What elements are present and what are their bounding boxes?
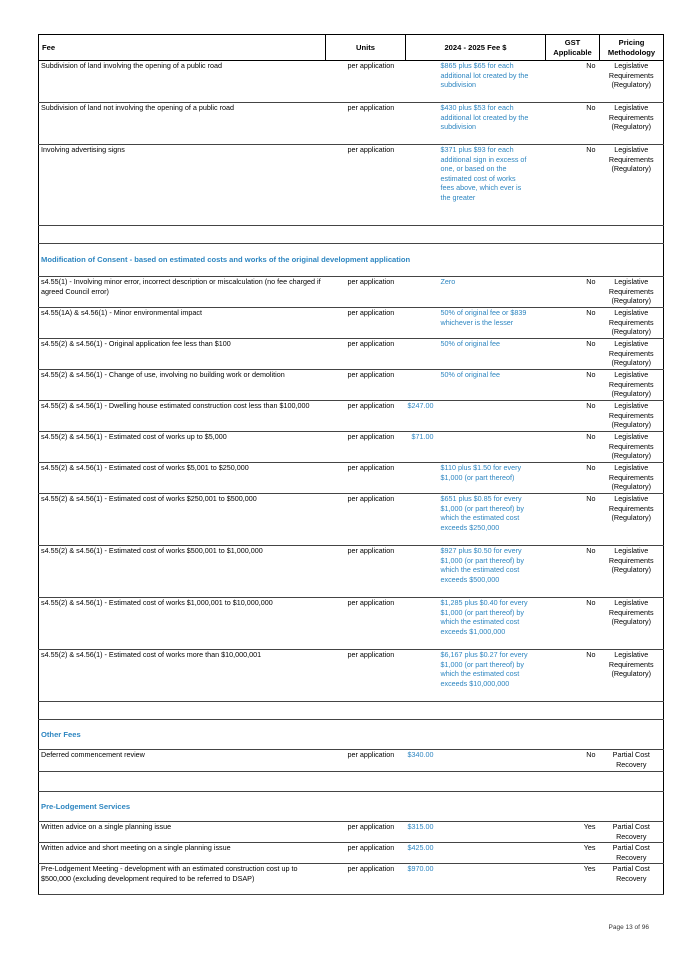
section-title-modification: Modification of Consent - based on estimated costs and works of the original development application xyxy=(39,244,664,277)
table-row xyxy=(39,339,664,370)
gst-cell: No xyxy=(546,463,600,494)
gst-cell: No xyxy=(546,61,600,103)
header-amount: 2024 - 2025 Fee $ xyxy=(406,35,546,61)
table-row xyxy=(39,650,664,702)
table-row xyxy=(39,750,664,772)
units-cell: per application xyxy=(326,103,406,145)
amount-cell: $71.00 xyxy=(406,432,546,463)
fee-cell: s4.55(2) & s4.56(1) - Estimated cost of works up to $5,000 xyxy=(39,432,326,463)
table-row xyxy=(39,401,664,432)
table-row xyxy=(39,61,664,103)
methodology-cell: Legislative Requirements (Regulatory) xyxy=(600,370,664,401)
fee-cell: s4.55(2) & s4.56(1) - Estimated cost of works $1,000,001 to $10,000,000 xyxy=(39,598,326,650)
units-cell: per application xyxy=(326,750,406,772)
page-number: Page 13 of 96 xyxy=(608,924,649,931)
fee-cell: Subdivision of land involving the opening of a public road xyxy=(39,61,326,103)
amount-cell: $340.00 xyxy=(406,750,546,772)
fee-cell: Subdivision of land not involving the opening of a public road xyxy=(39,103,326,145)
gst-cell: No xyxy=(546,432,600,463)
methodology-cell: Partial Cost Recovery xyxy=(600,843,664,864)
gst-cell: No xyxy=(546,598,600,650)
fee-cell: s4.55(2) & s4.56(1) - Estimated cost of works more than $10,000,001 xyxy=(39,650,326,702)
units-cell: per application xyxy=(326,339,406,370)
amount-cell: 50% of original fee xyxy=(406,370,546,401)
methodology-cell: Legislative Requirements (Regulatory) xyxy=(600,598,664,650)
amount-cell: $6,167 plus $0.27 for every $1,000 (or part thereof) by which the estimated cost exceeds $10,000,000 xyxy=(406,650,546,702)
gst-cell: No xyxy=(546,750,600,772)
gst-cell: No xyxy=(546,103,600,145)
units-cell: per application xyxy=(326,843,406,864)
amount-cell: 50% of original fee xyxy=(406,339,546,370)
amount-cell: $371 plus $93 for each additional sign in excess of one, or based on the estimated cost of works fees above, which ever is the greater xyxy=(406,145,546,226)
amount-cell: $110 plus $1.50 for every $1,000 (or part thereof) xyxy=(406,463,546,494)
gst-cell: Yes xyxy=(546,843,600,864)
table-row xyxy=(39,864,664,895)
table-row xyxy=(39,494,664,546)
gst-cell: Yes xyxy=(546,864,600,895)
table-row xyxy=(39,463,664,494)
header-fee: Fee xyxy=(39,35,326,61)
units-cell: per application xyxy=(326,494,406,546)
fee-cell: Written advice and short meeting on a single planning issue xyxy=(39,843,326,864)
methodology-cell: Legislative Requirements (Regulatory) xyxy=(600,546,664,598)
gst-cell: No xyxy=(546,308,600,339)
gst-cell: No xyxy=(546,339,600,370)
table-row xyxy=(39,145,664,226)
fee-cell: s4.55(2) & s4.56(1) - Dwelling house estimated construction cost less than $100,000 xyxy=(39,401,326,432)
methodology-cell: Partial Cost Recovery xyxy=(600,864,664,895)
table-row xyxy=(39,546,664,598)
section-row xyxy=(39,244,664,277)
header-gst: GST Applicable xyxy=(546,35,600,61)
units-cell: per application xyxy=(326,864,406,895)
table-row xyxy=(39,308,664,339)
units-cell: per application xyxy=(326,822,406,843)
table-row xyxy=(39,370,664,401)
units-cell: per application xyxy=(326,598,406,650)
fee-cell: Written advice on a single planning issue xyxy=(39,822,326,843)
gst-cell: Yes xyxy=(546,822,600,843)
amount-cell: $247.00 xyxy=(406,401,546,432)
fee-cell: s4.55(2) & s4.56(1) - Estimated cost of works $250,001 to $500,000 xyxy=(39,494,326,546)
methodology-cell: Legislative Requirements (Regulatory) xyxy=(600,650,664,702)
section-title-prelodgement: Pre-Lodgement Services xyxy=(39,792,664,822)
fee-cell: Deferred commencement review xyxy=(39,750,326,772)
amount-cell: $927 plus $0.50 for every $1,000 (or part thereof) by which the estimated cost exceeds $500,000 xyxy=(406,546,546,598)
table-row xyxy=(39,822,664,843)
units-cell: per application xyxy=(326,401,406,432)
fee-cell: s4.55(1A) & s4.56(1) - Minor environmental impact xyxy=(39,308,326,339)
section-row xyxy=(39,720,664,750)
methodology-cell: Legislative Requirements (Regulatory) xyxy=(600,463,664,494)
fee-cell: s4.55(2) & s4.56(1) - Original application fee less than $100 xyxy=(39,339,326,370)
fee-cell: s4.55(2) & s4.56(1) - Estimated cost of works $500,001 to $1,000,000 xyxy=(39,546,326,598)
methodology-cell: Legislative Requirements (Regulatory) xyxy=(600,145,664,226)
units-cell: per application xyxy=(326,145,406,226)
section-title-other: Other Fees xyxy=(39,720,664,750)
spacer-row xyxy=(39,702,664,720)
fee-cell: s4.55(2) & s4.56(1) - Estimated cost of works $5,001 to $250,000 xyxy=(39,463,326,494)
fee-cell: s4.55(1) - Involving minor error, incorrect description or miscalculation (no fee charged if agreed Council error) xyxy=(39,277,326,308)
fee-cell: Involving advertising signs xyxy=(39,145,326,226)
amount-cell: $425.00 xyxy=(406,843,546,864)
table-row xyxy=(39,277,664,308)
units-cell: per application xyxy=(326,61,406,103)
table-header-row xyxy=(39,35,664,61)
amount-cell: $651 plus $0.85 for every $1,000 (or part thereof) by which the estimated cost exceeds $250,000 xyxy=(406,494,546,546)
methodology-cell: Legislative Requirements (Regulatory) xyxy=(600,277,664,308)
units-cell: per application xyxy=(326,463,406,494)
units-cell: per application xyxy=(326,432,406,463)
methodology-cell: Legislative Requirements (Regulatory) xyxy=(600,61,664,103)
methodology-cell: Legislative Requirements (Regulatory) xyxy=(600,494,664,546)
units-cell: per application xyxy=(326,546,406,598)
table-row xyxy=(39,103,664,145)
units-cell: per application xyxy=(326,370,406,401)
gst-cell: No xyxy=(546,277,600,308)
methodology-cell: Legislative Requirements (Regulatory) xyxy=(600,401,664,432)
section-row xyxy=(39,792,664,822)
units-cell: per application xyxy=(326,277,406,308)
header-units: Units xyxy=(326,35,406,61)
gst-cell: No xyxy=(546,370,600,401)
methodology-cell: Partial Cost Recovery xyxy=(600,822,664,843)
methodology-cell: Legislative Requirements (Regulatory) xyxy=(600,432,664,463)
units-cell: per application xyxy=(326,308,406,339)
fees-table xyxy=(38,34,664,895)
amount-cell: $315.00 xyxy=(406,822,546,843)
amount-cell: Zero xyxy=(406,277,546,308)
table-row xyxy=(39,598,664,650)
table-row xyxy=(39,432,664,463)
units-cell: per application xyxy=(326,650,406,702)
spacer-row xyxy=(39,772,664,792)
fee-cell: Pre-Lodgement Meeting - development with an estimated construction cost up to $500,000 (excluding development required to be referred to DSAP) xyxy=(39,864,326,895)
methodology-cell: Legislative Requirements (Regulatory) xyxy=(600,308,664,339)
header-methodology: Pricing Methodology xyxy=(600,35,664,61)
gst-cell: No xyxy=(546,650,600,702)
gst-cell: No xyxy=(546,401,600,432)
methodology-cell: Legislative Requirements (Regulatory) xyxy=(600,103,664,145)
amount-cell: $865 plus $65 for each additional lot created by the subdivision xyxy=(406,61,546,103)
methodology-cell: Partial Cost Recovery xyxy=(600,750,664,772)
gst-cell: No xyxy=(546,145,600,226)
fee-cell: s4.55(2) & s4.56(1) - Change of use, involving no building work or demolition xyxy=(39,370,326,401)
amount-cell: $1,285 plus $0.40 for every $1,000 (or part thereof) by which the estimated cost exceeds $1,000,000 xyxy=(406,598,546,650)
methodology-cell: Legislative Requirements (Regulatory) xyxy=(600,339,664,370)
table-row xyxy=(39,843,664,864)
spacer-row xyxy=(39,226,664,244)
amount-cell: $970.00 xyxy=(406,864,546,895)
amount-cell: $430 plus $53 for each additional lot created by the subdivision xyxy=(406,103,546,145)
amount-cell: 50% of original fee or $839 whichever is the lesser xyxy=(406,308,546,339)
gst-cell: No xyxy=(546,546,600,598)
gst-cell: No xyxy=(546,494,600,546)
